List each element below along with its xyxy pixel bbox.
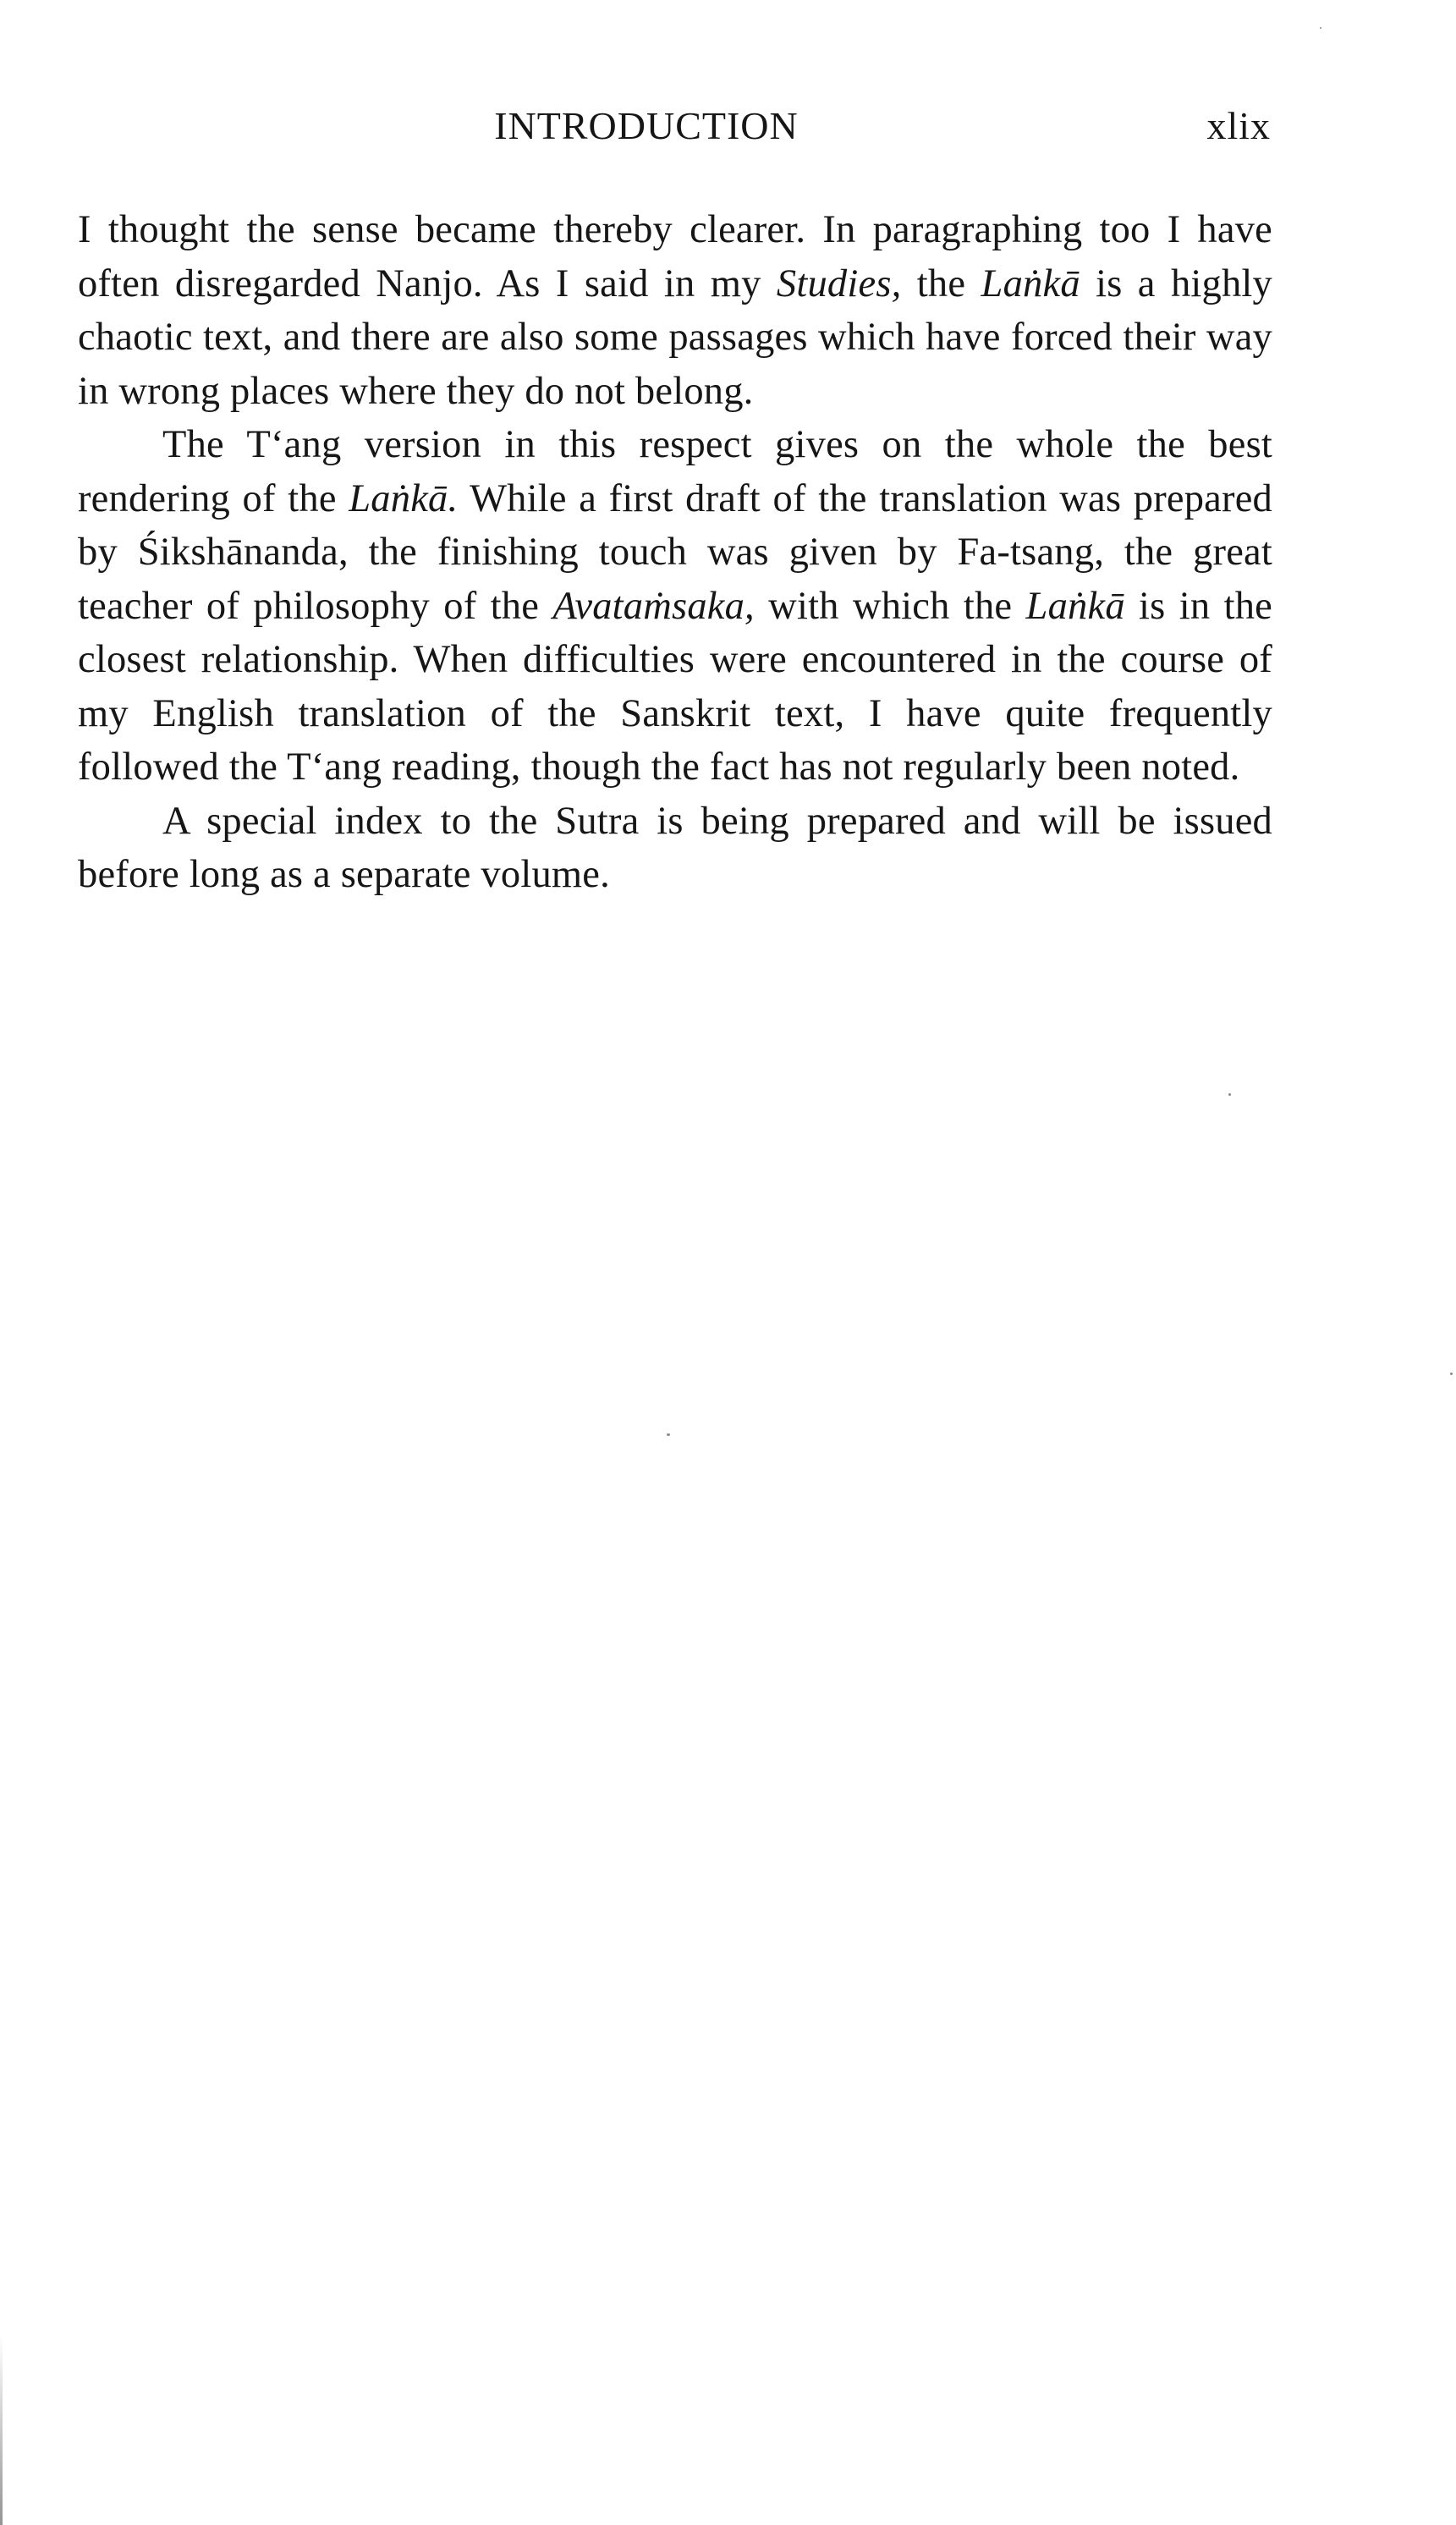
italic-title-avatamsaka: Avataṁsaka, xyxy=(552,584,755,628)
text-run: with which the xyxy=(754,584,1026,628)
text-run: is a highly chaotic text, and there are also some passages which have forced their way in wrong places where they do not belong. xyxy=(78,261,1272,413)
body-text xyxy=(78,203,1272,902)
running-header xyxy=(81,103,1271,154)
italic-title-studies: Studies, xyxy=(776,261,902,305)
paragraph-special-index xyxy=(78,795,1272,902)
scan-speck xyxy=(667,1433,670,1436)
text-run: I thought the sense became thereby clearer. In paragraphing too I have often disregarded Nanjo. As I said in my xyxy=(78,208,1272,305)
text-run: While a first draft of the translation was prepared by Śikshānanda, the finishing touch was given by Fa-tsang, the great teacher of philosophy of the xyxy=(78,476,1272,628)
page-number: xlix xyxy=(1206,104,1271,147)
italic-title-lanka: Laṅkā xyxy=(1025,584,1125,628)
italic-title-lanka: Laṅkā. xyxy=(349,476,459,520)
paragraph-tang-version xyxy=(78,418,1272,795)
scan-edge-shadow xyxy=(0,2335,3,2525)
text-run: A special index to the Sutra is being prepared and will be issued before long as a separate volume. xyxy=(78,799,1272,896)
scan-speck xyxy=(1228,1093,1231,1096)
scan-speck xyxy=(1320,27,1321,29)
text-run: the xyxy=(901,261,981,305)
paragraph-continued xyxy=(78,203,1272,418)
scan-speck xyxy=(1450,1373,1453,1375)
text-run: is in the closest relationship. When difficulties were encountered in the course of my English translation of the Sanskrit text, I have quite frequently followed the T‘ang reading, though the fact has not regularly been noted. xyxy=(78,584,1272,789)
running-title: INTRODUCTION xyxy=(494,104,799,147)
text-run: The T‘ang version in this respect gives on the whole the best rendering of the xyxy=(78,423,1272,520)
italic-title-lanka: Laṅkā xyxy=(981,261,1080,305)
